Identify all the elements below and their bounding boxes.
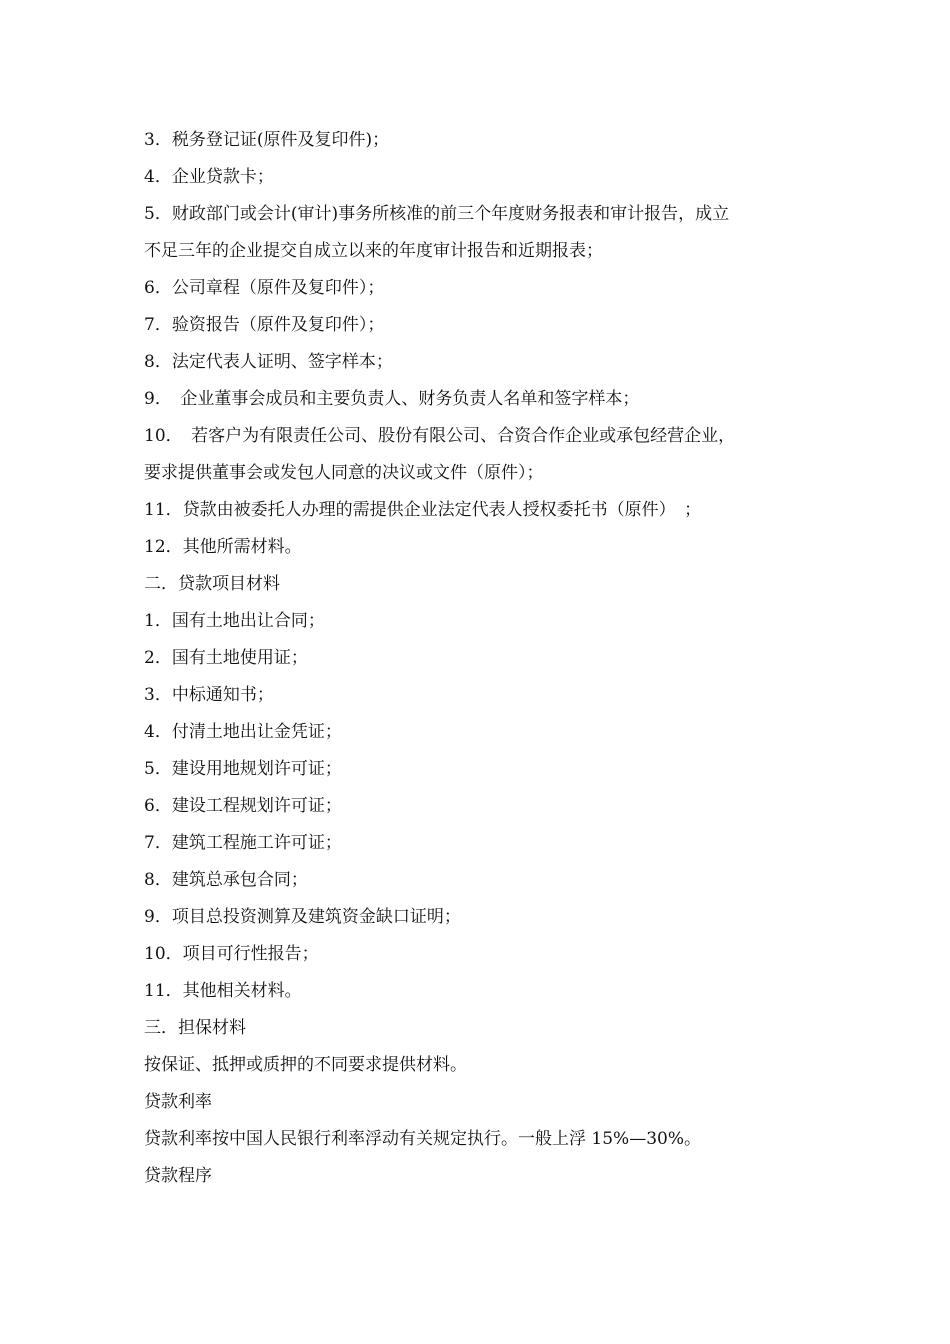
list-item-bid-notice: 3．中标通知书； (144, 685, 274, 705)
paragraph-interest-rate: 贷款利率按中国人民银行利率浮动有关规定执行。一般上浮 15%—30%。 (144, 1129, 701, 1149)
list-item-land-planning-permit: 5．建设用地规划许可证； (144, 759, 342, 779)
section-heading-loan-procedure: 贷款程序 (144, 1166, 212, 1186)
paragraph-guarantee: 按保证、抵押或质押的不同要求提供材料。 (144, 1055, 467, 1075)
list-item-capital-verification: 7．验资报告（原件及复印件）； (144, 315, 385, 335)
list-item-investment-estimate: 9．项目总投资测算及建筑资金缺口证明； (144, 907, 461, 927)
section-heading-project-materials: 二．贷款项目材料 (144, 574, 280, 594)
list-item-loan-card: 4．企业贷款卡； (144, 167, 274, 187)
list-item-engineering-planning-permit: 6．建设工程规划许可证； (144, 796, 342, 816)
section-heading-guarantee: 三．担保材料 (144, 1018, 246, 1038)
list-item-financial-reports: 5．财政部门或会计(审计)事务所核准的前三个年度财务报表和审计报告，成立 (144, 204, 730, 224)
document-body (144, 122, 824, 1195)
list-item-land-payment: 4．付清土地出让金凭证； (144, 722, 342, 742)
list-item-board-resolution-cont: 要求提供董事会或发包人同意的决议或文件（原件）； (144, 463, 544, 483)
list-item-construction-permit: 7．建筑工程施工许可证； (144, 833, 342, 853)
list-item-power-of-attorney: 11．贷款由被委托人办理的需提供企业法定代表人授权委托书（原件） ； (144, 500, 702, 520)
list-item-general-contract: 8．建筑总承包合同； (144, 870, 308, 890)
list-item-legal-rep: 8．法定代表人证明、签字样本； (144, 352, 393, 372)
list-item-board-resolution: 10． 若客户为有限责任公司、股份有限公司、合资合作企业或承包经营企业， (144, 426, 736, 446)
list-item-land-certificate: 2．国有土地使用证； (144, 648, 308, 668)
list-item-board-members: 9． 企业董事会成员和主要负责人、财务负责人名单和签字样本； (144, 389, 640, 409)
list-item-land-contract: 1．国有土地出让合同； (144, 611, 325, 631)
list-item-other-materials: 12．其他所需材料。 (144, 537, 302, 557)
list-item-articles: 6．公司章程（原件及复印件）； (144, 278, 385, 298)
section-heading-interest-rate: 贷款利率 (144, 1092, 212, 1112)
list-item-tax-registration: 3．税务登记证(原件及复印件)； (144, 130, 390, 150)
list-item-feasibility-report: 10．项目可行性报告； (144, 944, 319, 964)
list-item-other-related: 11．其他相关材料。 (144, 981, 302, 1001)
list-item-financial-reports-cont: 不足三年的企业提交自成立以来的年度审计报告和近期报表； (144, 241, 603, 261)
